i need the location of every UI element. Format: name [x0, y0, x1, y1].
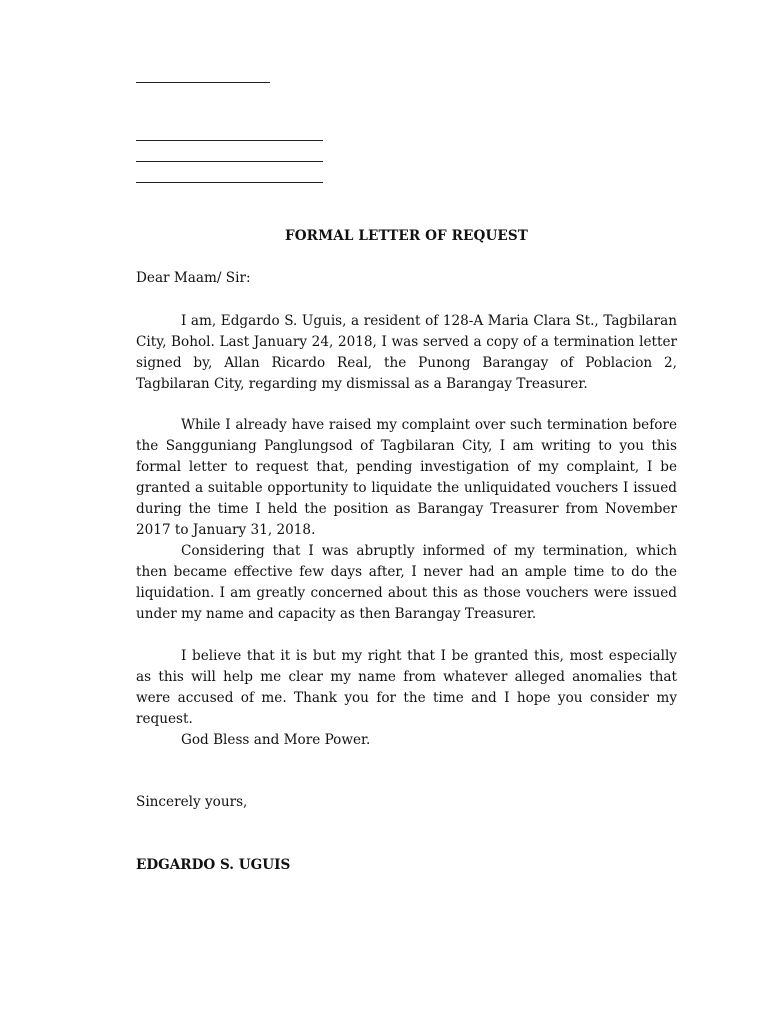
recipient-address-blank-line [136, 182, 323, 183]
recipient-position-blank-line [136, 161, 323, 162]
sign-off: Sincerely yours, [136, 794, 248, 810]
letter-title: FORMAL LETTER OF REQUEST [284, 228, 528, 244]
paragraph-introduction: I am, Edgardo S. Uguis, a resident of 128-A Maria Clara St., Tagbilaran City, Bohol. Last January 24, 2018, I was served a copy of a termination letter signed by, Allan Ricardo Real, the Punong Barangay of Poblacion 2, Tagbilaran City, regarding my dismissal as a Barangay Treasurer. [136, 313, 677, 392]
paragraph-concern: Considering that I was abruptly informed of my termination, which then became effective few days after, I never had an ample time to do the liquidation. I am greatly concerned about this as those vouchers were issued under my name and capacity as then Barangay Treasurer. [136, 543, 677, 622]
closing-line: God Bless and More Power. [181, 732, 371, 748]
paragraph-closing-appeal: I believe that it is but my right that I be granted this, most especially as this will help me clear my name from whatever alleged anomalies that were accused of me. Thank you for the time and I hope you consider my request. [136, 648, 677, 727]
paragraph-request: While I already have raised my complaint over such termination before the Sangguniang Panglungsod of Tagbilaran City, I am writing to you this formal letter to request that, pending investigation of my complaint, I be granted a suitable opportunity to liquidate the unliquidated vouchers I issued during the time I held the position as Barangay Treasurer from November 2017 to January 31, 2018. [136, 417, 677, 538]
date-blank-line [136, 82, 270, 83]
salutation: Dear Maam/ Sir: [136, 270, 251, 286]
signatory-name: EDGARDO S. UGUIS [136, 857, 291, 873]
recipient-name-blank-line [136, 140, 323, 141]
